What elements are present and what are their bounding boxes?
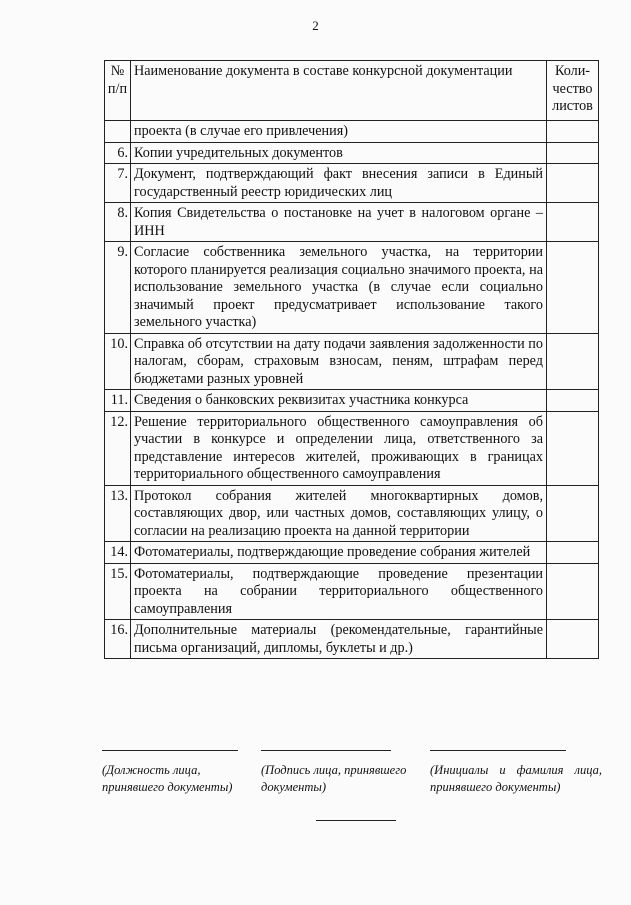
row-number: 11. — [105, 390, 131, 412]
initials-signature-line — [430, 750, 566, 751]
table-body — [105, 121, 599, 659]
table-row — [105, 485, 599, 542]
row-document-name: Фотоматериалы, подтверждающие проведение собрания жителей — [131, 542, 547, 564]
row-document-name: Копия Свидетельства о постановке на учет в налоговом органе – ИНН — [131, 203, 547, 242]
page-number: 2 — [312, 18, 319, 33]
row-page-count — [547, 485, 599, 542]
table-row — [105, 411, 599, 485]
row-page-count — [547, 242, 599, 334]
table-header-row — [105, 61, 599, 121]
row-number: 8. — [105, 203, 131, 242]
row-document-name: Протокол собрания жителей многоквартирных домов, составляющих двор, или частных домов, составляющих улицу, о согласии на реализацию проекта на данной территории — [131, 485, 547, 542]
row-document-name: Документ, подтверждающий факт внесения записи в Единый государственный реестр юридических лиц — [131, 164, 547, 203]
table-row — [105, 142, 599, 164]
initials-label: (Инициалы и фамилия лица, принявшего документы) — [430, 763, 602, 794]
table-row — [105, 390, 599, 412]
table-row — [105, 203, 599, 242]
row-document-name: проекта (в случае его привлечения) — [131, 121, 547, 143]
row-document-name: Решение территориального общественного самоуправления об участии в конкурсе и определении лица, ответственного за представление интересов жителей, проживающих в границах территориального общественного самоуправления — [131, 411, 547, 485]
table-row — [105, 242, 599, 334]
row-document-name: Копии учредительных документов — [131, 142, 547, 164]
header-document-name: Наименование документа в составе конкурсной документации — [131, 61, 547, 121]
header-page-count: Коли-чество листов — [547, 61, 599, 121]
row-number: 13. — [105, 485, 131, 542]
row-page-count — [547, 542, 599, 564]
row-number: 6. — [105, 142, 131, 164]
row-document-name: Фотоматериалы, подтверждающие проведение презентации проекта на собрании территориального общественного самоуправления — [131, 563, 547, 620]
row-document-name: Справка об отсутствии на дату подачи заявления задолженности по налогам, сборам, страховым взносам, пеням, штрафам перед бюджетами разных уровней — [131, 333, 547, 390]
row-number: 9. — [105, 242, 131, 334]
row-page-count — [547, 390, 599, 412]
row-page-count — [547, 203, 599, 242]
row-number — [105, 121, 131, 143]
row-document-name: Сведения о банковских реквизитах участника конкурса — [131, 390, 547, 412]
row-number: 14. — [105, 542, 131, 564]
row-page-count — [547, 142, 599, 164]
row-page-count — [547, 411, 599, 485]
row-number: 12. — [105, 411, 131, 485]
signature-label: (Подпись лица, принявшего документы) — [261, 763, 407, 794]
table-row — [105, 542, 599, 564]
table-row — [105, 164, 599, 203]
bottom-rule — [316, 820, 396, 821]
row-document-name: Дополнительные материалы (рекомендательные, гарантийные письма организаций, дипломы, буклеты и др.) — [131, 620, 547, 659]
row-number: 7. — [105, 164, 131, 203]
row-page-count — [547, 164, 599, 203]
position-signature-line — [102, 750, 238, 751]
row-page-count — [547, 121, 599, 143]
row-page-count — [547, 620, 599, 659]
position-label: (Должность лица, принявшего документы) — [102, 763, 233, 794]
table-row — [105, 620, 599, 659]
row-number: 10. — [105, 333, 131, 390]
table-row — [105, 121, 599, 143]
row-page-count — [547, 563, 599, 620]
row-document-name: Согласие собственника земельного участка, на территории которого планируется реализация социально значимого проекта, на использование земельного участка (в случае если социально значимый проект предусматривает использование такого земельного участка) — [131, 242, 547, 334]
table-row — [105, 333, 599, 390]
row-page-count — [547, 333, 599, 390]
documents-table — [104, 60, 599, 659]
header-number: № п/п — [105, 61, 131, 121]
row-number: 16. — [105, 620, 131, 659]
table-row — [105, 563, 599, 620]
signature-line — [261, 750, 391, 751]
row-number: 15. — [105, 563, 131, 620]
